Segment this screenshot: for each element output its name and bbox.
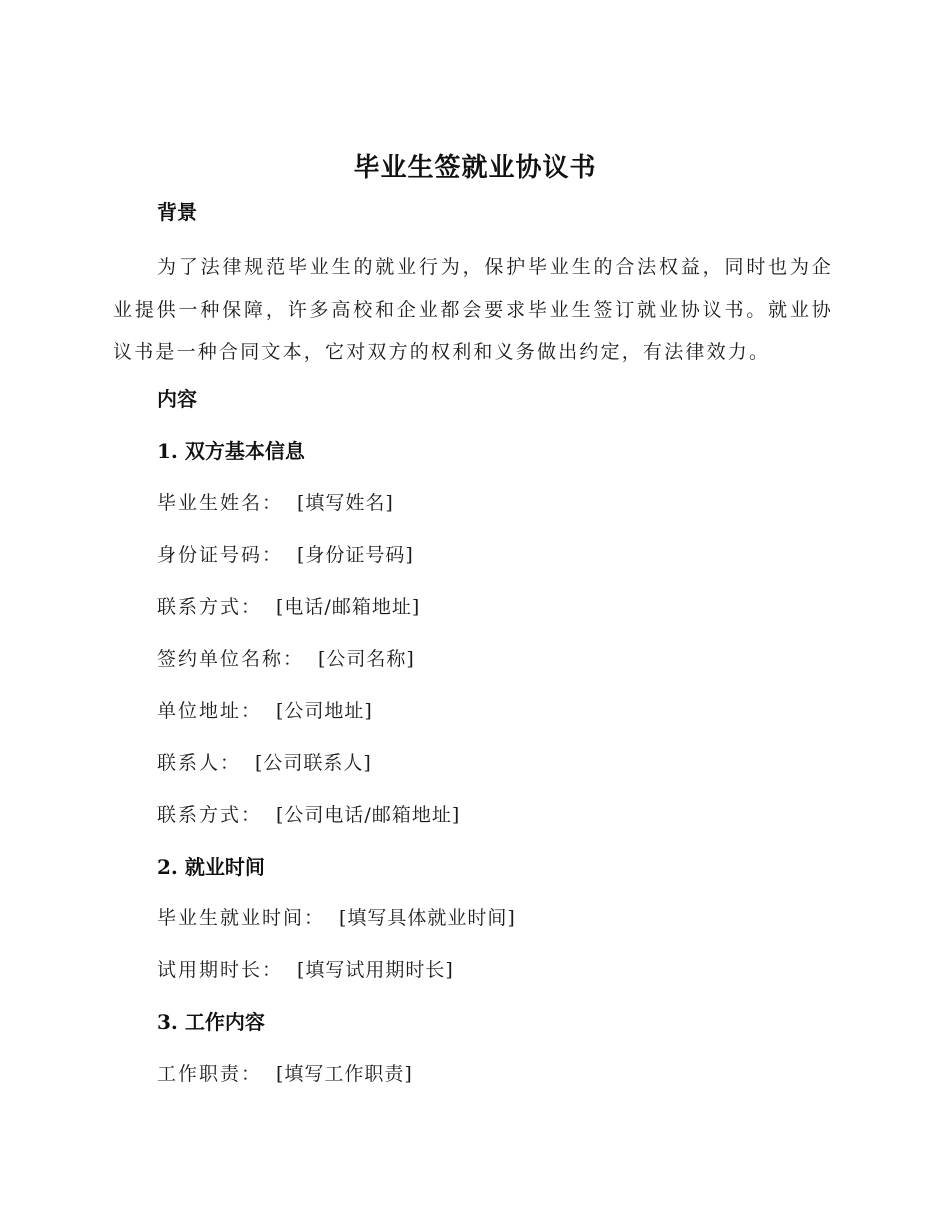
field-company-name (157, 645, 415, 673)
background-paragraph: 为了法律规范毕业生的就业行为，保护毕业生的合法权益，同时也为企业提供一种保障，许多高校和企业都会要求毕业生签订就业协议书。就业协议书是一种合同文本，它对双方的权利和义务做出约定，有法律效力。 (113, 256, 833, 363)
section-3-heading: 3. 工作内容 (157, 1010, 265, 1034)
field-graduate-contact (157, 593, 420, 621)
content-heading: 内容 (157, 387, 197, 411)
field-value: [填写具体就业时间] (339, 907, 516, 929)
field-id-number (157, 541, 414, 569)
field-label: 单位地址： (157, 700, 263, 722)
field-value: [公司电话/邮箱地址] (276, 804, 461, 826)
field-value: [公司地址] (276, 700, 373, 722)
document-title: 毕业生签就业协议书 (353, 153, 597, 183)
section-2-heading: 2. 就业时间 (157, 855, 265, 879)
field-value: [电话/邮箱地址] (276, 596, 421, 618)
background-heading: 背景 (157, 200, 197, 224)
field-employment-date (157, 904, 516, 932)
field-label: 工作职责： (157, 1063, 263, 1085)
field-value: [公司名称] (318, 648, 415, 670)
field-label: 身份证号码： (157, 544, 284, 566)
field-contact-person (157, 749, 372, 777)
field-label: 毕业生姓名： (157, 492, 284, 514)
field-company-address (157, 697, 373, 725)
field-company-contact (157, 801, 460, 829)
section-1-heading: 1. 双方基本信息 (157, 439, 305, 463)
field-value: [填写试用期时长] (297, 959, 454, 981)
field-value: [填写工作职责] (276, 1063, 413, 1085)
field-value: [身份证号码] (297, 544, 414, 566)
field-probation-period (157, 956, 454, 984)
field-label: 联系人： (157, 752, 242, 774)
field-label: 试用期时长： (157, 959, 284, 981)
field-value: [公司联系人] (255, 752, 372, 774)
field-label: 联系方式： (157, 596, 263, 618)
field-value: [填写姓名] (297, 492, 394, 514)
field-graduate-name (157, 489, 394, 517)
field-job-duties (157, 1060, 413, 1088)
field-label: 毕业生就业时间： (157, 907, 326, 929)
field-label: 签约单位名称： (157, 648, 305, 670)
field-label: 联系方式： (157, 804, 263, 826)
